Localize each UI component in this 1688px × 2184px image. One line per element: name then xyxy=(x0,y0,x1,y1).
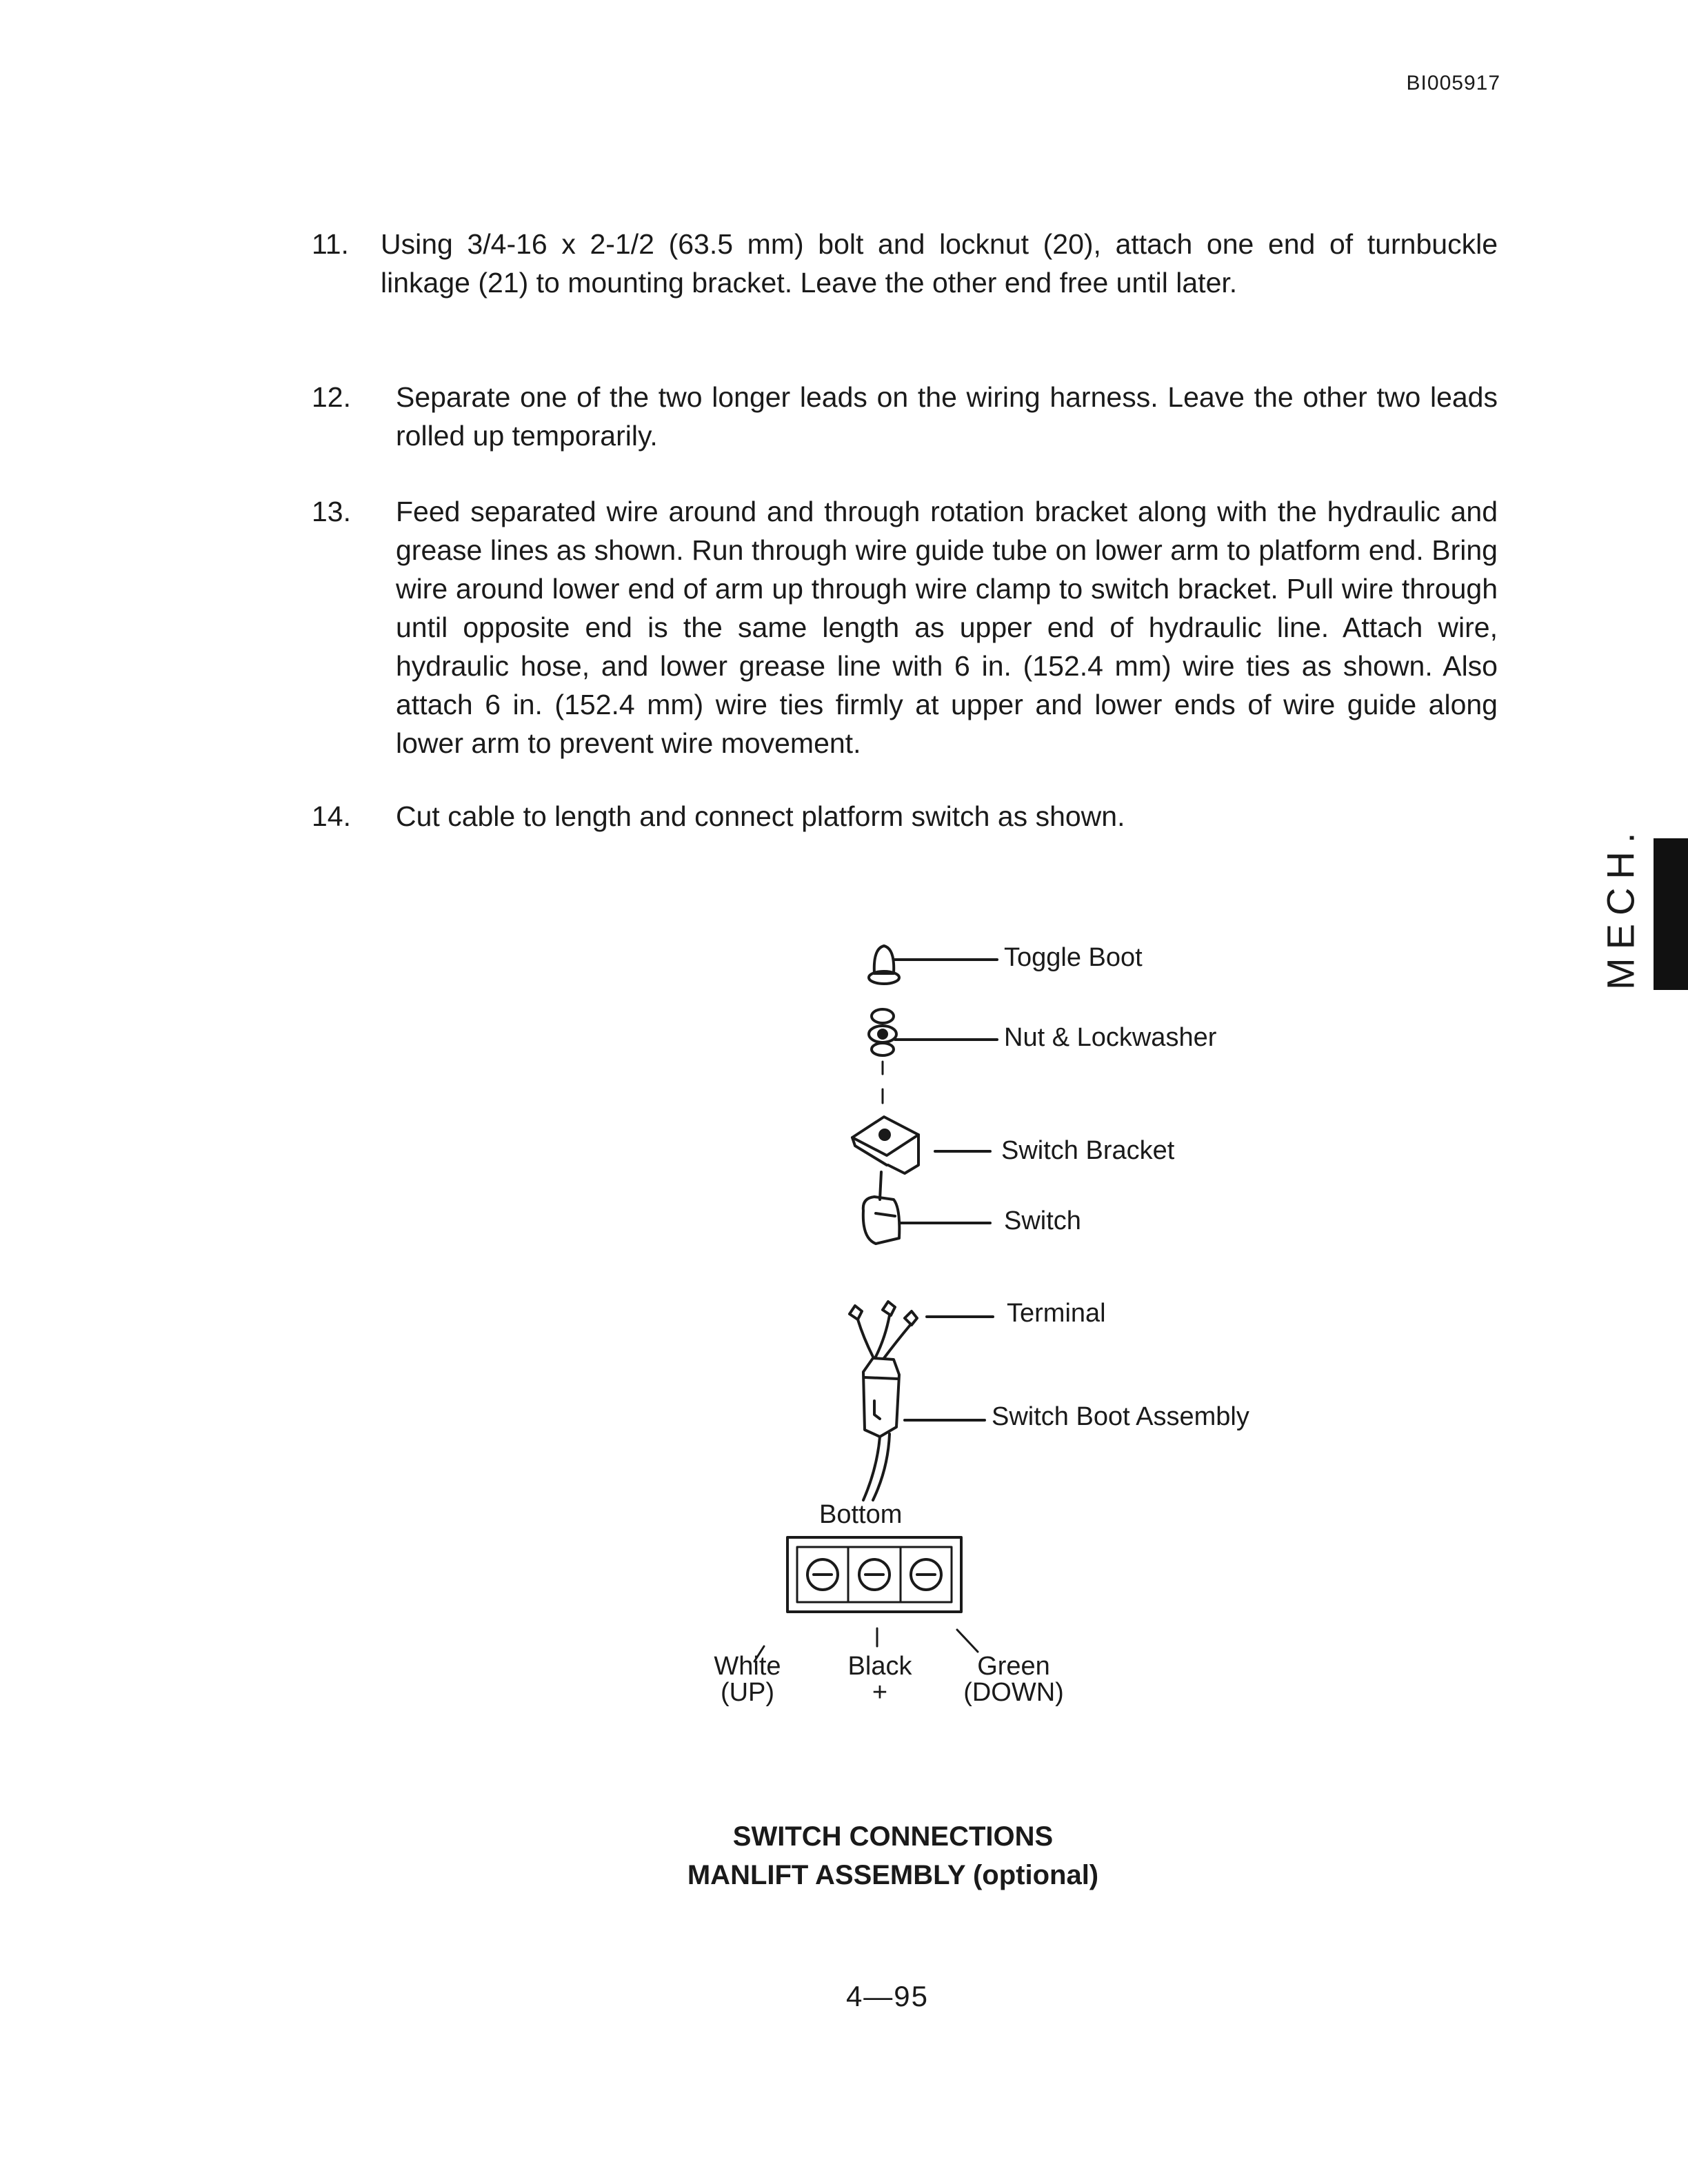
nut-lockwasher-icon xyxy=(869,1009,997,1103)
switch-bracket-label: Switch Bracket xyxy=(1001,1136,1175,1165)
bottom-label: Bottom xyxy=(819,1500,903,1529)
step-number: 14. xyxy=(312,800,351,832)
step-text: Using 3/4-16 x 2-1/2 (63.5 mm) bolt and locknut (20), attach one end of turnbuckle linkage (21) to mounting bracket. Leave the other end free until later. xyxy=(381,228,1498,299)
switch-boot-assembly-label: Switch Boot Assembly xyxy=(992,1402,1249,1431)
switch-icon xyxy=(863,1172,990,1244)
switch-label: Switch xyxy=(1004,1206,1081,1235)
figure-caption-line1: SWITCH CONNECTIONS xyxy=(732,1821,1054,1852)
terminal-color: Black xyxy=(847,1652,912,1681)
terminal-label: Terminal xyxy=(1007,1299,1106,1328)
toggle-boot-label: Toggle Boot xyxy=(1004,943,1143,972)
terminal-icon xyxy=(850,1302,993,1358)
terminal-color: White xyxy=(714,1652,781,1681)
step-text: Separate one of the two longer leads on the wiring harness. Leave the other two leads rolled up temporarily. xyxy=(396,381,1498,452)
green-leader xyxy=(957,1630,978,1652)
terminal-label-white xyxy=(706,1653,789,1706)
terminal-screw-black xyxy=(859,1559,890,1590)
terminal-label-black xyxy=(838,1653,921,1706)
section-tab-label: MECH. xyxy=(1598,824,1642,990)
step-number: 12. xyxy=(312,381,351,413)
toggle-boot-icon xyxy=(869,946,997,984)
switch-boot-assembly-icon xyxy=(863,1358,985,1500)
switch-bracket-icon xyxy=(852,1117,990,1173)
terminal-color: Green xyxy=(977,1652,1050,1681)
nut-lockwasher-label: Nut & Lockwasher xyxy=(1004,1023,1217,1052)
terminal-function: + xyxy=(872,1678,888,1707)
terminal-function: (DOWN) xyxy=(963,1678,1064,1707)
step-number: 11. xyxy=(312,228,349,260)
terminal-screw-green xyxy=(911,1559,941,1590)
terminal-block xyxy=(787,1537,961,1612)
step-number: 13. xyxy=(312,496,351,527)
terminal-function: (UP) xyxy=(720,1678,775,1707)
figure-caption-line2: MANLIFT ASSEMBLY (optional) xyxy=(687,1860,1099,1890)
page-number: 4—95 xyxy=(845,1980,930,2012)
terminal-label-green xyxy=(952,1653,1076,1706)
terminal-screw-white xyxy=(807,1559,838,1590)
step-text: Feed separated wire around and through rotation bracket along with the hydraulic and grease lines as shown. Run through wire guide tube on lower arm to platform end. Bring wire around lower end of arm up through wire clamp to switch bracket. Pull wire through until opposite end is the same length as upper end of hydraulic line. Attach wire, hydraulic hose, and lower grease line with 6 in. (152.4 mm) wire ties as shown. Also attach 6 in. (152.4 mm) wire ties firmly at upper and lower ends of wire guide along lower arm to prevent wire movement. xyxy=(396,496,1498,759)
document-id: BI005917 xyxy=(1406,72,1500,94)
step-text: Cut cable to length and connect platform switch as shown. xyxy=(396,800,1125,832)
